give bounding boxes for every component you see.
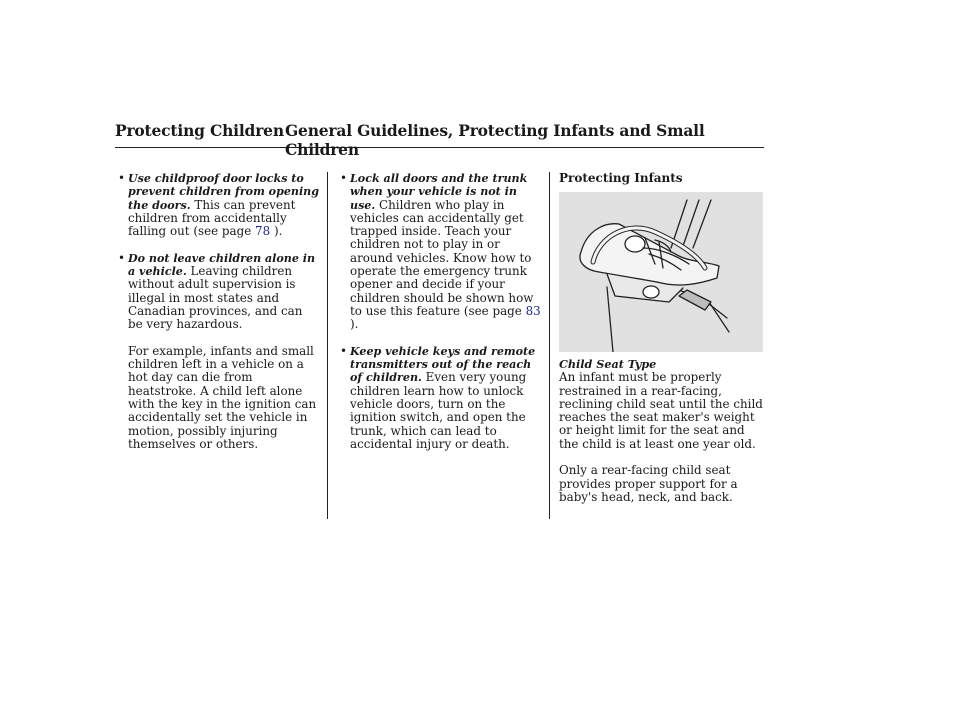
bullet-lead: Lock all doors and the trunk when your vehicle is not in use. bbox=[350, 172, 528, 212]
column-left bbox=[118, 171, 320, 451]
page-link[interactable]: 78 bbox=[255, 224, 271, 239]
bullet-lead: Keep vehicle keys and remote transmitters out of the reach of children. bbox=[350, 344, 536, 385]
bullet-item bbox=[118, 250, 320, 332]
bullet-item bbox=[340, 171, 542, 332]
bullet-end: ). bbox=[270, 224, 283, 239]
bullet-text: This can prevent children from accidentally falling out (see page bbox=[128, 197, 296, 239]
column-right bbox=[559, 172, 765, 185]
figure-caption: Child Seat Type bbox=[559, 357, 657, 371]
bullet-lead: Use childproof door locks to prevent children from opening the doors. bbox=[128, 172, 319, 212]
column-divider bbox=[327, 172, 328, 519]
bullet-end: ). bbox=[350, 317, 359, 332]
subsection-heading: Protecting Infants bbox=[559, 171, 683, 185]
body-paragraph: Only a rear-facing child seat provides proper support for a baby's head, neck, and back. bbox=[559, 463, 738, 504]
bullet-marker: • bbox=[340, 171, 348, 185]
body-paragraph: An infant must be properly restrained in a rear-facing, reclining child seat until the child reaches the seat maker's weight or height limit for the seat and the child is at least one year old. bbox=[559, 370, 763, 451]
column-right-body bbox=[559, 358, 765, 504]
column-divider bbox=[549, 172, 550, 519]
bullet-item bbox=[118, 171, 320, 239]
bullet-lead: Do not leave children alone in a vehicle. bbox=[128, 251, 316, 279]
bullet-marker: • bbox=[340, 343, 348, 358]
body-paragraph: For example, infants and small children left in a vehicle on a hot day can die from heatstroke. A child left alone with the key in the ignition can accidentally set the vehicle in motion, possibly injuring themselves or others. bbox=[128, 343, 317, 451]
column-middle bbox=[340, 171, 542, 451]
child-seat-illustration bbox=[559, 192, 763, 352]
bullet-text: Leaving children without adult supervision is illegal in most states and Canadian provinces, and can be very hazardous. bbox=[128, 264, 303, 332]
section-title: Protecting Children bbox=[115, 121, 284, 140]
bullet-marker: • bbox=[118, 171, 126, 185]
infant-seat-image bbox=[559, 192, 763, 352]
page-link[interactable]: 83 bbox=[525, 303, 541, 318]
bullet-text: Even very young children learn how to unlock vehicle doors, turn on the ignition switch, and open the trunk, which can lead to accidental injury or death. bbox=[350, 370, 527, 451]
bullet-text: Children who play in vehicles can accidentally get trapped inside. Teach your children not to play in or around vehicles. Know how to operate the emergency trunk opener and decide if your children should be shown how to use this feature (see page bbox=[350, 197, 534, 318]
page-header bbox=[115, 121, 764, 159]
bullet-item bbox=[340, 343, 542, 451]
bullet-marker: • bbox=[118, 250, 126, 265]
page-title: General Guidelines, Protecting Infants and Small Children bbox=[285, 121, 705, 159]
